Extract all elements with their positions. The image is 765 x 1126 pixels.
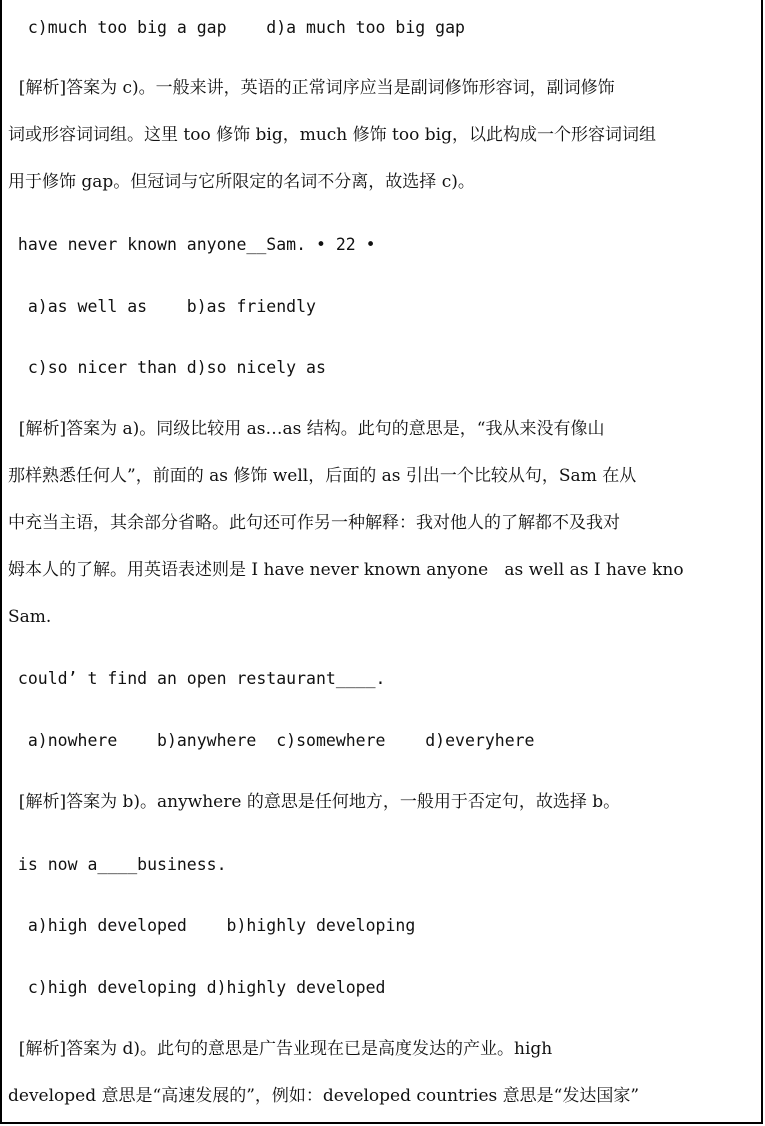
analysis-line-5: 那样熟悉任何人”，前面的 as 修饰 well，后面的 as 引出一个比较从句，Sam 在从: [8, 466, 637, 486]
option-line-cd-2: c)so nicer than d)so nicely as: [8, 358, 326, 377]
analysis-line-4: [解析]答案为 a)。同级比较用 as…as 结构。此句的意思是，“我从来没有像山: [8, 419, 605, 439]
question-3: could’ t find an open restaurant____.: [8, 669, 386, 688]
question-2: have never known anyone__Sam. • 22 •: [8, 235, 376, 254]
analysis-line-9: [解析]答案为 b)。anywhere 的意思是任何地方，一般用于否定句，故选择 b。: [8, 792, 621, 812]
analysis-line-1: [解析]答案为 c)。一般来讲，英语的正常词序应当是副词修饰形容词，副词修饰: [8, 78, 615, 98]
option-line-cd-4: c)high developing d)highly developed: [8, 978, 386, 997]
analysis-line-8: Sam.: [8, 607, 52, 627]
option-line-ab-4: a)high developed b)highly developing: [8, 916, 416, 935]
analysis-line-2: 词或形容词词组。这里 too 修饰 big，much 修饰 too big，以此构成一个形容词词组: [8, 125, 656, 145]
question-4: is now a____business.: [8, 855, 227, 874]
option-line-3: a)nowhere b)anywhere c)somewhere d)everyhere: [8, 731, 535, 750]
analysis-line-7: 姆本人的了解。用英语表述则是 I have never known anyone as well as I have kno: [8, 560, 684, 580]
analysis-line-11: developed 意思是“高速发展的”，例如：developed countries 意思是“发达国家”: [8, 1086, 640, 1106]
analysis-line-6: 中充当主语，其余部分省略。此句还可作另一种解释：我对他人的了解都不及我对: [8, 513, 620, 533]
analysis-line-10: [解析]答案为 d)。此句的意思是广告业现在已是高度发达的产业。high: [8, 1039, 553, 1059]
option-line-ab-2: a)as well as b)as friendly: [8, 297, 316, 316]
analysis-line-3: 用于修饰 gap。但冠词与它所限定的名词不分离，故选择 c)。: [8, 172, 475, 192]
option-line-cd-1: c)much too big a gap d)a much too big gap: [8, 18, 465, 37]
